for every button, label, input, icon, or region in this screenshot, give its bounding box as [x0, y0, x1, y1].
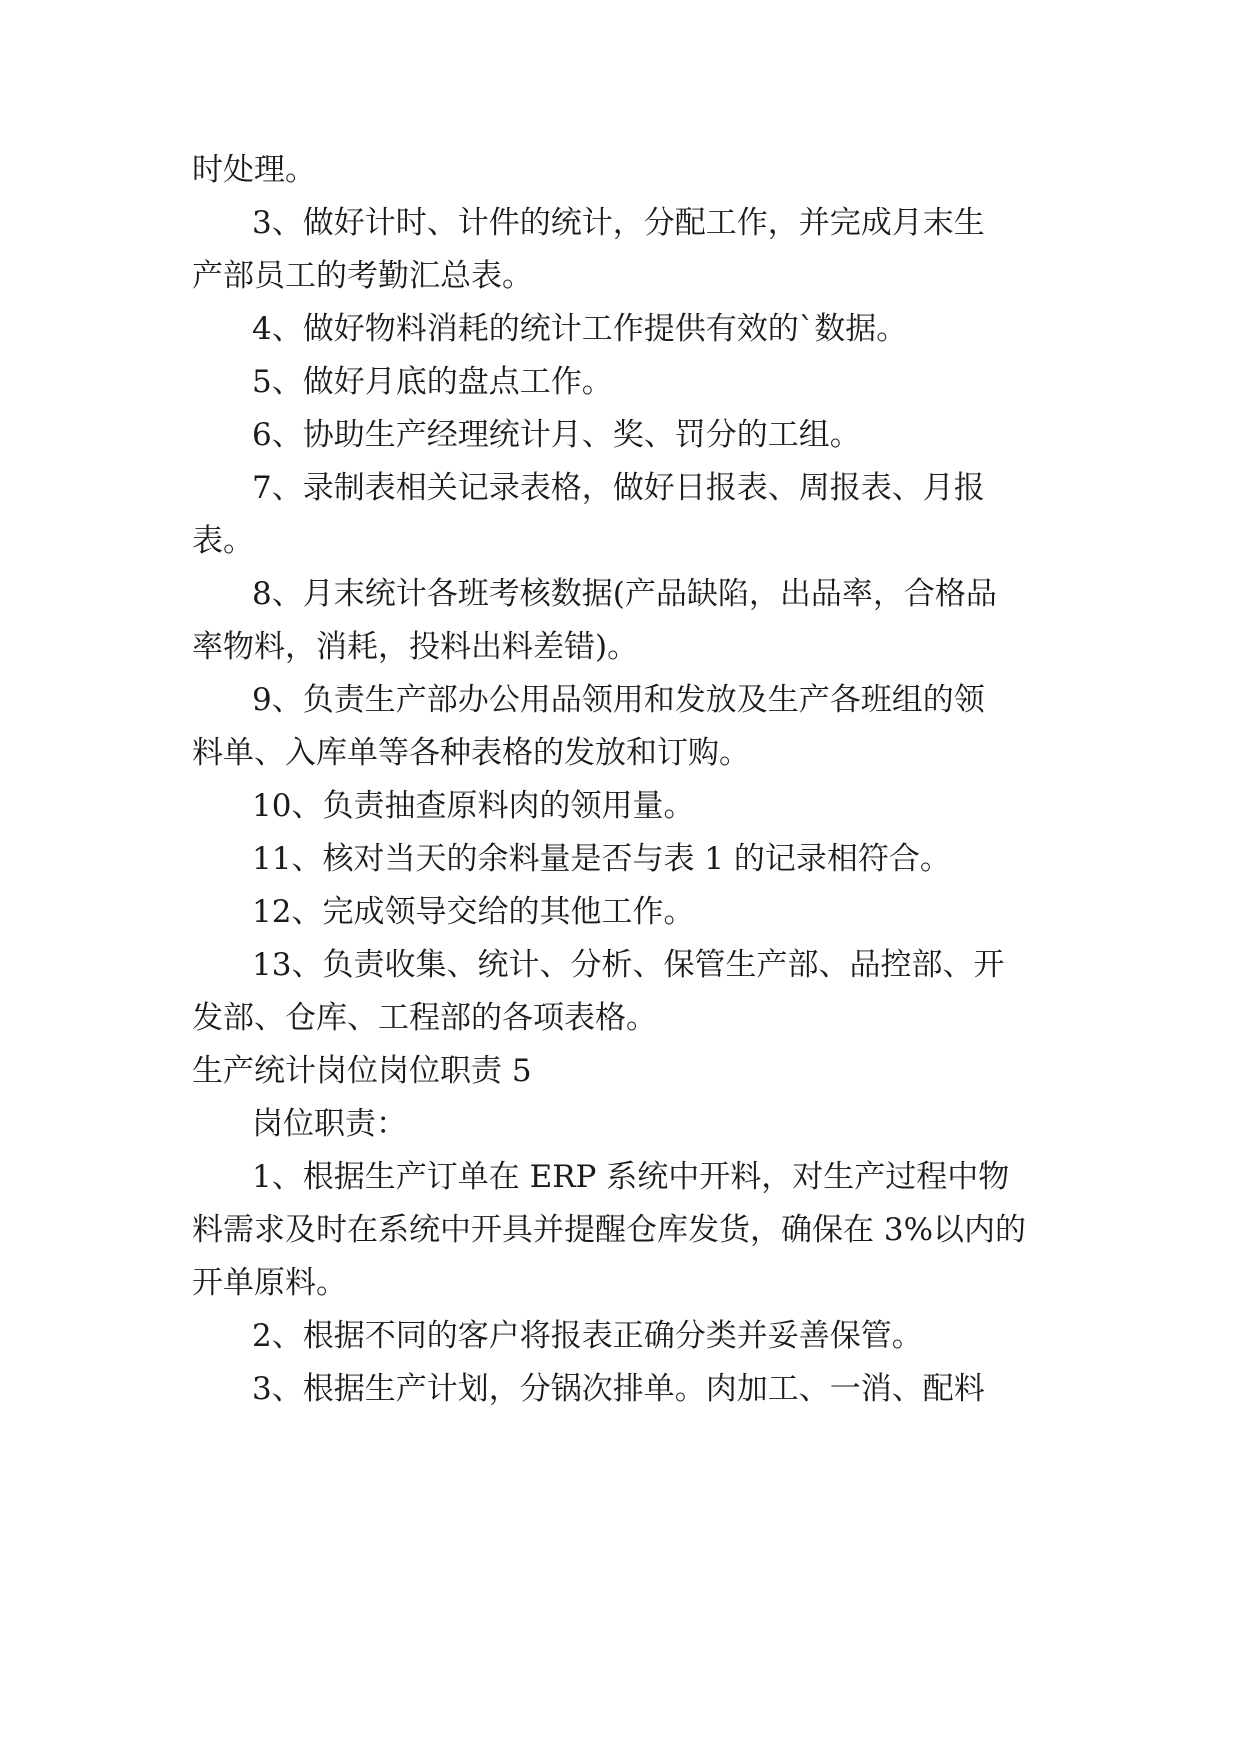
text-line: 10、负责抽查原料肉的领用量。 — [252, 788, 695, 824]
text-line: 表。 — [192, 523, 254, 559]
text-line: 6、协助生产经理统计月、奖、罚分的工组。 — [252, 417, 861, 453]
text-line: 2、根据不同的客户将报表正确分类并妥善保管。 — [252, 1318, 923, 1354]
text-line: 产部员工的考勤汇总表。 — [192, 258, 533, 294]
text-line: 4、做好物料消耗的统计工作提供有效的`数据。 — [252, 311, 908, 347]
text-line: 发部、仓库、工程部的各项表格。 — [192, 1000, 657, 1036]
text-line: 13、负责收集、统计、分析、保管生产部、品控部、开 — [252, 947, 1005, 983]
text-line: 料需求及时在系统中开具并提醒仓库发货，确保在 3%以内的 — [192, 1212, 1027, 1248]
text-line: 岗位职责： — [252, 1106, 407, 1142]
text-line: 11、核对当天的余料量是否与表 1 的记录相符合。 — [252, 841, 951, 877]
section-heading: 生产统计岗位岗位职责 5 — [192, 1053, 532, 1089]
text-line: 3、做好计时、计件的统计，分配工作，并完成月末生 — [252, 205, 985, 241]
text-line: 9、负责生产部办公用品领用和发放及生产各班组的领 — [252, 682, 985, 718]
text-line: 开单原料。 — [192, 1265, 347, 1301]
text-line: 时处理。 — [192, 152, 316, 188]
text-line: 3、根据生产计划，分锅次排单。肉加工、一消、配料 — [252, 1371, 985, 1407]
text-line: 1、根据生产订单在 ERP 系统中开料，对生产过程中物 — [252, 1159, 1010, 1195]
text-line: 料单、入库单等各种表格的发放和订购。 — [192, 735, 750, 771]
text-line: 5、做好月底的盘点工作。 — [252, 364, 613, 400]
text-line: 12、完成领导交给的其他工作。 — [252, 894, 695, 930]
text-line: 7、录制表相关记录表格，做好日报表、周报表、月报 — [252, 470, 985, 506]
text-line: 8、月末统计各班考核数据(产品缺陷，出品率，合格品 — [252, 576, 997, 612]
text-line: 率物料，消耗，投料出料差错)。 — [192, 629, 639, 665]
